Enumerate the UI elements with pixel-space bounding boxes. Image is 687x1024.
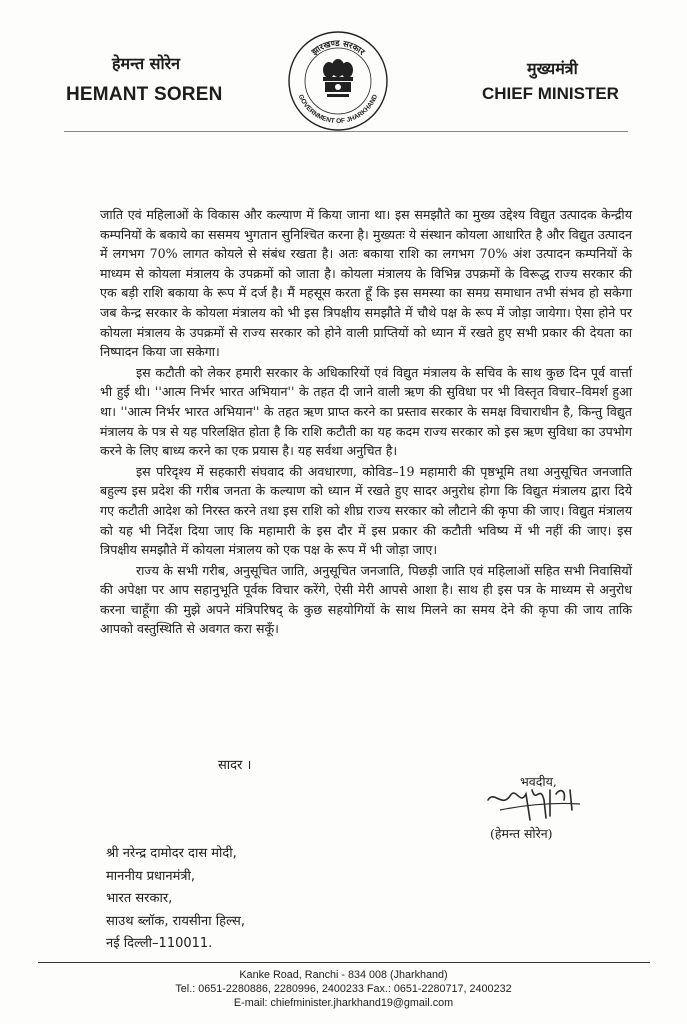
letter-body [100, 205, 632, 640]
addressee-line: नई दिल्ली–110011. [106, 936, 213, 951]
letterhead [0, 0, 687, 175]
name-hindi: हेमन्त सोरेन [112, 54, 181, 73]
ashoka-emblem-icon [323, 59, 353, 97]
addressee-line: साउथ ब्लॉक, रायसीना हिल्स, [106, 913, 245, 929]
svg-text:झारखण्ड सरकार [309, 39, 366, 58]
seal-bottom-text: GOVERNMENT OF JHARKHAND [296, 93, 380, 126]
signatory-name: (हेमन्त सोरेन) [490, 826, 553, 841]
addressee-line: भारत सरकार, [106, 891, 173, 906]
paragraph: इस कटौती को लेकर हमारी सरकार के अधिकारियों एवं विद्युत मंत्रालय के सचिव के साथ कुछ दिन पूर्व वार्त्ता भी हुई थी। ''आत्म निर्भर भारत अभियान'' के तहत दी जाने वाली ऋण की सुविधा पर भी विस्तृत विचार–विमर्श हुआ था। ''आत्म निर्भर भारत अभियान'' के तहत ऋण प्राप्त करने का प्रस्ताव सरकार के समक्ष विचाराधीन है, किन्तु विद्युत मंत्रालय के पत्र से यह परिलक्षित होता है कि राशि कटौती का यह कदम राज्य सरकार को इस ऋण सुविधा का उपभोग करने के लिए बाध्य करने का एक प्रयास है। यह सर्वथा अनुचित है। [100, 364, 632, 459]
footer-email: E-mail: chiefminister.jharkhand19@gmail.com [233, 997, 454, 1009]
paragraph: जाति एवं महिलाओं के विकास और कल्याण में किया जाना था। इस समझौते का मुख्य उद्देश्य विद्युत उत्पादक केन्द्रीय कम्पनियों के बकाये का ससमय भुगतान सुनिश्चित करना है। मुख्यतः ये संस्थान कोयला आधारित है और विद्युत उत्पादन में लगभग 70% लागत कोयले से संबंध रखता है। अतः बकाया राशि का लगभग 70% अंश उत्पादन कम्पनियों के माध्यम से कोयला मंत्रालय के उपक्रमों को जाता है। कोयला मंत्रालय के विभिन्न उपक्रमों के विरूद्ध राज्य सरकार की एक बड़ी राशि बकाया के रूप में दर्ज है। मैं महसूस करता हूँ कि इस समस्या का समग्र समाधान तभी संभव हो सकेगा जब केन्द्र सरकार के कोयला मंत्रालय को भी इस त्रिपक्षीय समझौते में चौथे पक्ष के रूप में जोड़ा जायेगा। ऐसा होने पर कोयला मंत्रालय के उपक्रमों से राज्य सरकार को होने वाली प्राप्तियों को ध्यान में रखते हुए सभी प्रकार की देयता का निष्पादन किया जा सकेगा। [100, 207, 632, 360]
header-divider [64, 131, 628, 132]
footer [0, 968, 687, 1010]
paragraph: राज्य के सभी गरीब, अनुसूचित जाति, अनुसूचित जनजाति, पिछड़ी जाति एवं महिलाओं सहित सभी निवासियों की अपेक्षा पर आप सहानुभूति पूर्वक विचार करेंगे, ऐसी मेरी आपसे आशा है। साथ ही इस पत्र के माध्यम से अनुरोध करना चाहूँगा की मुझे अपने मंत्रिपरिषद् के कुछ सहयोगियों के साथ मिलने का समय देने की कृपा की जाय ताकि आपको वस्तुस्थिति से अवगत करा सकूँ। [100, 562, 632, 637]
closing-sadar: सादर । [218, 758, 252, 773]
paragraph: इस परिदृश्य में सहकारी संघवाद की अवधारणा, कोविड–19 महामारी की पृष्ठभूमि तथा अनुसूचित जनजाति बहुल्य इस प्रदेश की गरीब जनता के कल्याण को ध्यान में रखते हुए सादर अनुरोध होगा कि विद्युत मंत्रालय द्वारा दिये गए कटौती आदेश को निरस्त करने तथा इस राशि को शीघ्र राज्य सरकार को लौटाने की कृपा की जाए। विद्युत मंत्रालय को यह भी निर्देश दिया जाए कि महामारी के इस दौर में इस प्रकार की कटौती भविष्य में भी नहीं की जाए। इस त्रिपक्षीय समझौते में कोयला मंत्रालय को एक पक्ष के रूप में भी जोड़ा जाए। [100, 463, 632, 558]
addressee-line: माननीय प्रधानमंत्री, [106, 868, 196, 884]
closing-bhavdiya: भवदीय, [520, 774, 557, 789]
footer-divider [38, 962, 650, 963]
title-hindi: मुख्यमंत्री [527, 59, 578, 78]
seal-top-text: झारखण्ड सरकार [310, 38, 367, 58]
name-english: HEMANT SOREN [66, 84, 223, 105]
government-seal [287, 30, 389, 132]
footer-phones: Tel.: 0651-2280886, 2280996, 2400233 Fax.: 0651-2280717, 2400232 [175, 983, 512, 995]
addressee-block [106, 843, 245, 956]
addressee-line: श्री नरेन्द्र दामोदर दास मोदी, [106, 846, 237, 861]
title-english: CHIEF MINISTER [482, 84, 619, 103]
footer-address: Kanke Road, Ranchi - 834 008 (Jharkhand) [239, 969, 448, 981]
